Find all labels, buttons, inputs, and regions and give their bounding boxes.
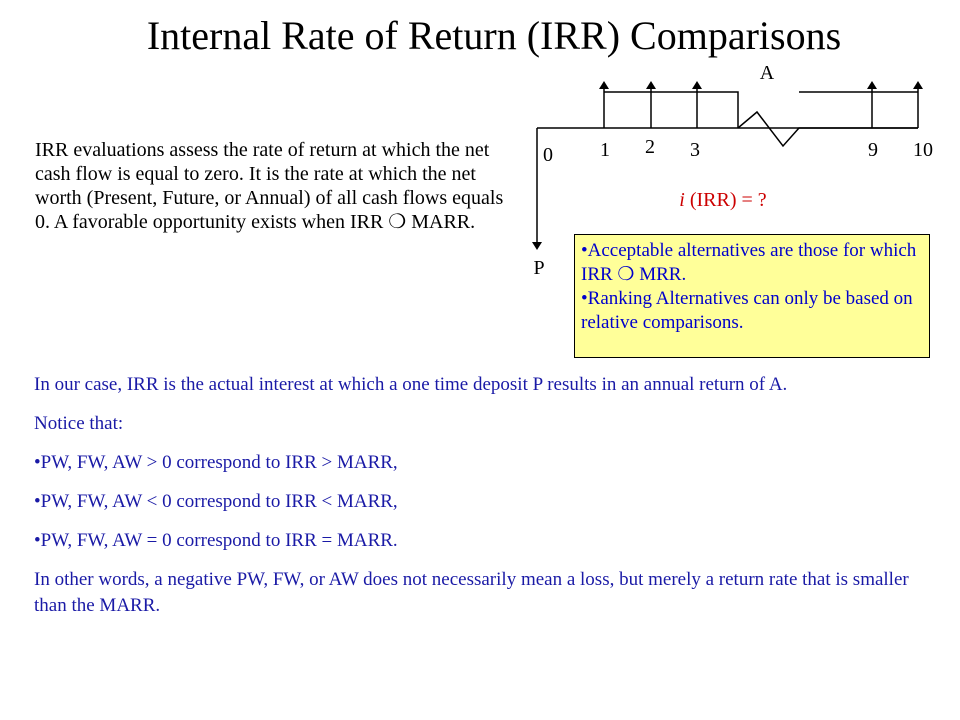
period-label-1: 1 [600,139,610,161]
acceptance-note-2: •Ranking Alternatives can only be based on relative comparisons. [581,288,913,333]
period-label-3: 3 [690,139,700,161]
irr-label [679,189,767,211]
page-title: Internal Rate of Return (IRR) Comparisons [146,13,842,58]
explanation-text [34,372,934,632]
present-value-label: P [533,257,545,279]
period-label-10: 10 [913,139,933,161]
explanation-bullet-1: •PW, FW, AW > 0 correspond to IRR > MARR, [34,452,398,473]
explanation-paragraph-1: In our case, IRR is the actual interest at which a one time deposit P results in an annual return of A. [34,374,788,395]
explanation-bullet-2: •PW, FW, AW < 0 correspond to IRR < MARR, [34,491,398,512]
period-label-9: 9 [868,139,878,161]
period-label-2: 2 [645,136,655,158]
explanation-bullet-3: •PW, FW, AW = 0 correspond to IRR = MARR. [34,530,398,551]
period-label-0: 0 [543,144,553,166]
explanation-paragraph-2: Notice that: [34,413,124,434]
irr-label-rest: (IRR) = ? [684,189,767,211]
irr-label-italic: i [679,189,685,211]
acceptance-note-1: •Acceptable alternatives are those for which IRR ❍ MRR. [581,240,917,285]
annuity-bracket-break [738,112,918,146]
explanation-paragraph-3: In other words, a negative PW, FW, or AW does not necessarily mean a loss, but merely a return rate that is smaller than the MARR. [34,569,909,616]
annuity-label: A [759,62,775,84]
annuity-bracket [604,92,738,128]
intro-paragraph: IRR evaluations assess the rate of return at which the net cash flow is equal to zero. It is the rate at which the net worth (Present, Future, or Annual) of all cash flows equals 0. A favorable opportunity exists when IRR ❍ MARR. [35,139,504,233]
acceptance-notes-box [574,234,930,358]
